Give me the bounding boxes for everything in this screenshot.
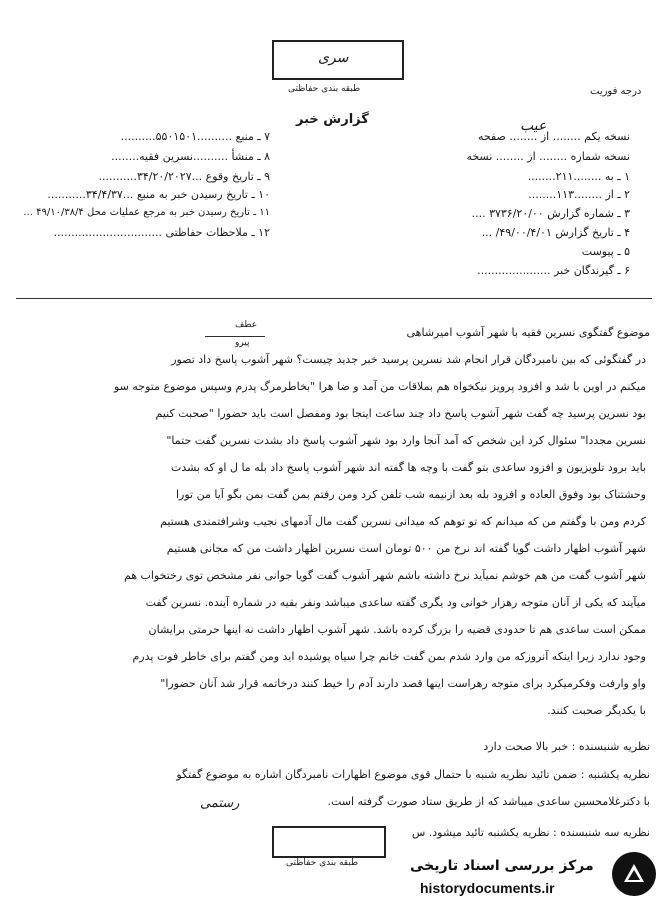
top-classification-label: طبقه بندی حفاظتی <box>288 84 361 94</box>
top-classification-stamp <box>272 40 404 80</box>
body-line: در گفتگوئی که بین نامبردگان قرار انجام شد نسرین پرسید خبر جدید چیست؟ شهر آشوب پاسخ داد تصور <box>171 353 646 366</box>
body-line: میکنم در اوین با شد و افزود پرویز نیکخواه هم بملاقات من آمد و ضا هرا "بخاطرمرگ پدرم وسپس موضوع متوجه سو <box>114 380 646 393</box>
right-header-line: نسخه شماره ........ از ........ نسخه <box>466 150 630 163</box>
opinion-line: نظریه سه شنبسنده : نظریه یکشنبه تائید میشود. س <box>411 826 650 839</box>
body-line: وحشتناک بود وفوق العاده و افزود بله بعد ازنیمه شب تلفن کرد ومن رفتم بمن گفت بمن بگو آیا من تورا <box>175 488 646 501</box>
reference-peyro: پیرو <box>235 338 250 348</box>
left-header-line: ۱۲ ـ ملاحظات حفاظتی ............................... <box>53 226 270 239</box>
opinion-line: با دکترغلامحسین ساعدی میباشد که از طریق ستاد صورت گرفته است. <box>327 795 650 808</box>
signature: رستمی <box>200 796 240 811</box>
body-line: نسرین مجددا" سئوال کرد این شخص که آمد آنجا وارد بود شهر آشوب پاسخ داد بشدت نسرین گفت حتما" <box>166 434 646 447</box>
bottom-classification-label: طبقه بندی حفاظتی <box>286 858 359 868</box>
right-header-line: ۵ ـ پیوست <box>581 245 630 258</box>
body-line: میآیند که یکی از آنان متوجه رهزار خوانی ود یگری گفته ساعدی میباشد ونفر بقیه در شماره آینده. نسرین گفت <box>145 596 646 609</box>
right-header-line: ۴ ـ تاریخ گزارش ۴۹/۰۰/۴/۰۱/ ... <box>481 226 630 239</box>
right-header-line: ۱ ـ به ........۲۱۱........ <box>527 170 630 183</box>
subject-line: موضوع گفتگوی نسرین فقیه با شهر آشوب امیرشاهی <box>406 326 650 339</box>
watermark-name: مرکز بررسی اسناد تاریخی <box>410 858 594 874</box>
body-line: شهر آشوب اظهار داشت گویا گفته اند نرخ من ۵۰۰ تومان است نسرین اظهار داشت من که مجانی هستیم <box>166 542 646 555</box>
reference-box <box>205 318 265 354</box>
top-stamp-mark: سری <box>318 50 349 66</box>
left-header-line: ۹ ـ تاریخ وقوع ...۳۴/۲۰/۲۰۲۷........... <box>98 170 270 183</box>
body-line: کردم ومن با وگفتم من که میدانم که تو توهم که میدانی نسرین گفت مال آدمهای نجیب وشرافتمندی هستیم <box>160 515 646 528</box>
header-divider <box>16 298 652 299</box>
watermark-url: historydocuments.ir <box>420 880 555 896</box>
right-header-line: ۳ ـ شماره گزارش ۳۷۳۶/۲۰/۰۰ .... <box>471 207 630 220</box>
right-header-line: نسخه یکم ........ از ........ صفحه <box>477 130 630 143</box>
priority-label: درجه فوریت <box>590 86 642 97</box>
body-line: بود نسرین پرسید چه گفت شهر آشوب پاسخ داد چند ساعت اینجا بود ومفصل است باید حضورا "صحبت کنیم <box>155 407 646 420</box>
left-header-line: ۷ ـ منبع ..........۵۵۰۱۵۰۱.......... <box>120 130 270 143</box>
left-header-line: ۱۰ ـ تاریخ رسیدن خبر به منبع ...۳۴/۴/۳۷........... <box>47 188 270 201</box>
body-line: با یکدیگر صحبت کنند. <box>547 704 646 717</box>
right-header-line: ۶ ـ گیرندگان خبر ..................... <box>477 264 630 277</box>
archive-logo-icon <box>612 852 656 896</box>
opinion-line: نظریه شنبسنده : خبر بالا صحت دارد <box>483 740 650 753</box>
bottom-classification-stamp <box>272 826 386 858</box>
handwritten-note: عیب <box>520 118 547 134</box>
reference-atf: عطف <box>235 320 258 330</box>
body-line: شهر آشوب گفت من هم خوشم نمیآید نرخ داشته باشم شهر آشوب گفت گویا جوانی نفر مشخص توی رختخواب هم <box>123 569 646 582</box>
right-header-line: ۲ ـ از ........۱۱۳........ <box>528 188 630 201</box>
body-line: ممکن است ساعدی هم تا حدودی قضیه را بزرگ کرده باشد. شهر آشوب اظهار داشت نه اینها حرمتی برایشان <box>148 623 646 636</box>
left-header-line: ۸ ـ منشأ ..........نسرین فقیه........ <box>111 150 270 163</box>
page-title: گزارش خبر <box>296 112 369 127</box>
body-line: وجود ندارد زیرا اینکه آنروزکه من وارد شدم بمن گفت خانم چرا سیاه پوشیده اید ومن گفتم برای خاطر فوت پدرم <box>132 650 646 663</box>
left-header-line: ۱۱ ـ تاریخ رسیدن خبر به مرجع عملیات محل ۴۹/۱۰/۳۸/۴ ... <box>23 207 270 218</box>
body-line: واو وارفت وفکرمیکرد برای متوجه رهراست اینها قصد دارند آدم را خیط کنند درخاتمه قرار شد آنان حضورا" <box>160 677 646 690</box>
opinion-line: نظریه یکشنبه : ضمن تائید نظریه شنبه با حتمال قوی موضوع اظهارات نامبردگان اشاره به موضوع گفتگو <box>176 768 650 781</box>
body-line: باید برود تلویزیون و افزود ساعدی بتو گفت با وچه ها گفته اند شهر آشوب پاسخ داد بله ما ل او که بشدت <box>170 461 646 474</box>
